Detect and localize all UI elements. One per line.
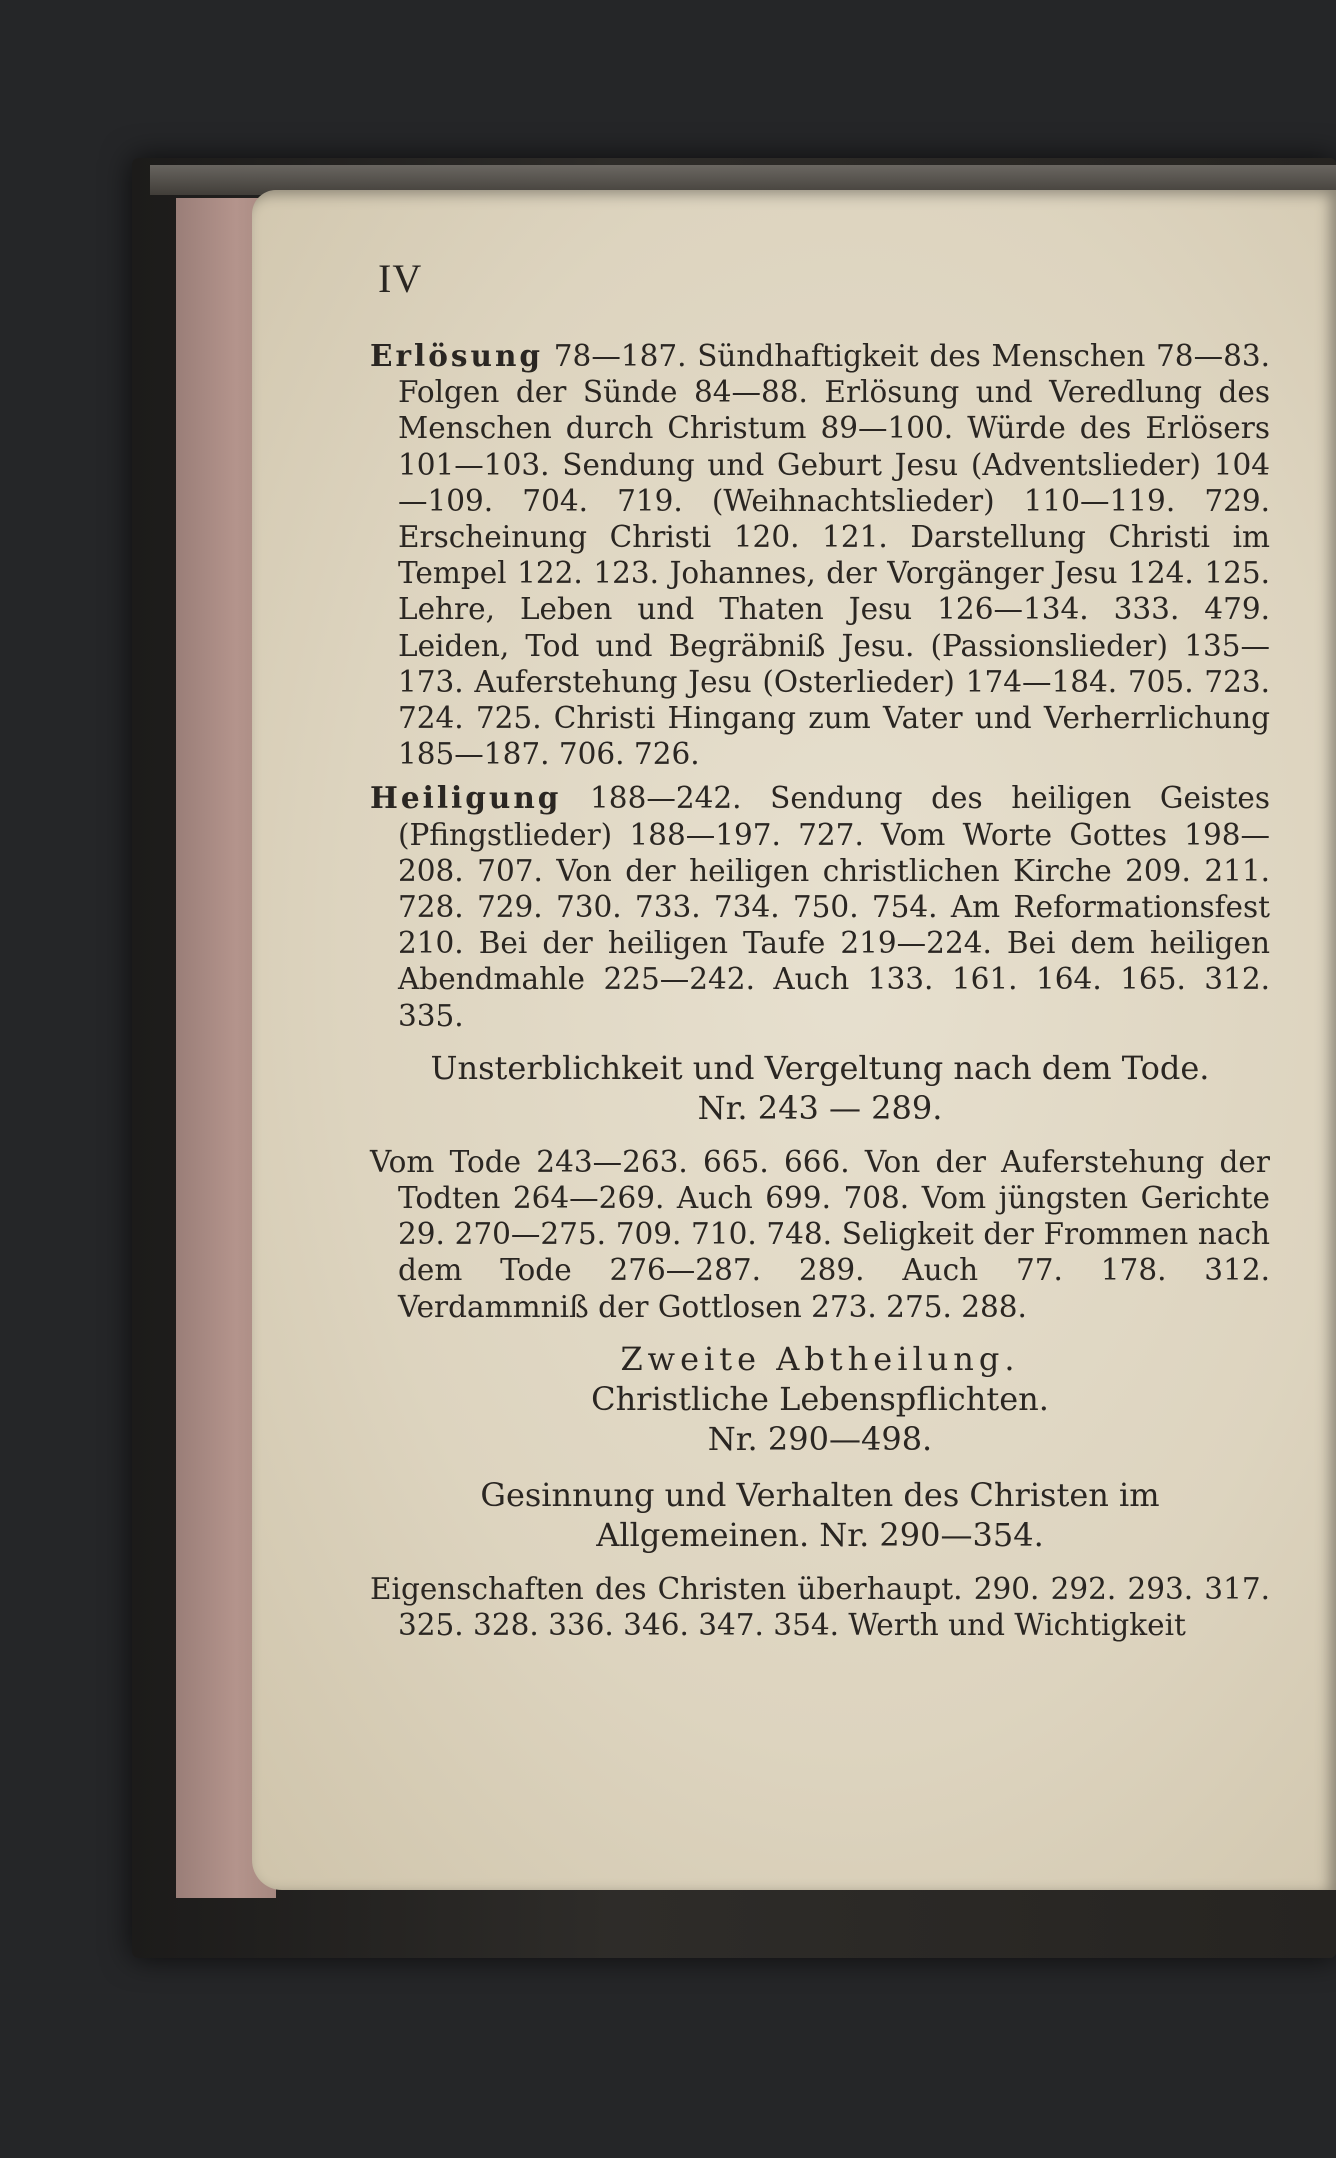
heading-zweite-title: Zweite Abtheilung. bbox=[620, 1339, 1020, 1378]
heading-gesinnung-title: Gesinnung und Verhalten des Christen im Allgemeinen. Nr. 290—354. bbox=[480, 1475, 1160, 1554]
heading-gesinnung bbox=[370, 1475, 1270, 1555]
page-number: IV bbox=[378, 256, 423, 301]
heading-zweite-range: Nr. 290—498. bbox=[707, 1419, 933, 1458]
section-text-heiligung: 188—242. Sendung des heiligen Geistes (Pfingstlieder) 188—197. 727. Vom Worte Gottes 198—208. 707. Von der heiligen christlichen Kirche 209. 211. 728. 729. 730. 733. 734. 750. 754. Am Reformationsfest 210. Bei der heiligen Taufe 219—224. Bei dem heiligen Abendmahle 225—242. Auch 133. 161. 164. 165. 312. 335. bbox=[398, 781, 1270, 1033]
section-text-erloesung: 78—187. Sündhaftigkeit des Menschen 78—83. Folgen der Sünde 84—88. Erlösung und Veredlung des Menschen durch Christum 89—100. Würde des Erlösers 101—103. Sendung und Geburt Jesu (Adventslieder) 104—109. 704. 719. (Weihnachtslieder) 110—119. 729. Erscheinung Christi 120. 121. Darstellung Christi im Tempel 122. 123. Johannes, der Vorgänger Jesu 124. 125. Lehre, Leben und Thaten Jesu 126—134. 333. 479. Leiden, Tod und Begräbniß Jesu. (Passionslieder) 135—173. Auferstehung Jesu (Osterlieder) 174—184. 705. 723. 724. 725. Christi Hingang zum Vater und Verherrlichung 185—187. 706. 726. bbox=[398, 339, 1270, 772]
paragraph-tod bbox=[370, 1144, 1270, 1325]
paragraph-heiligung bbox=[370, 780, 1270, 1033]
section-head-erloesung: Erlösung bbox=[370, 338, 544, 373]
section-text-tod: Vom Tode 243—263. 665. 666. Von der Auferstehung der Todten 264—269. Auch 699. 708. Vom jüngsten Gerichte 29. 270—275. 709. 710. 748. Seligkeit der Frommen nach dem Tode 276—287. 289. Auch 77. 178. 312. Verdammniß der Gottlosen 273. 275. 288. bbox=[370, 1144, 1270, 1324]
section-text-eigenschaften: Eigenschaften des Christen überhaupt. 290. 292. 293. 317. 325. 328. 336. 346. 347. 354. Werth und Wichtigkeit bbox=[370, 1571, 1270, 1643]
heading-zweite-subtitle: Christliche Lebenspflichten. bbox=[591, 1379, 1049, 1418]
heading-zweite-abtheilung bbox=[370, 1339, 1270, 1459]
heading-unsterblichkeit bbox=[370, 1048, 1270, 1128]
heading-unsterblichkeit-range: Nr. 243 — 289. bbox=[697, 1088, 943, 1127]
heading-unsterblichkeit-title: Unsterblichkeit und Vergeltung nach dem Tode. bbox=[430, 1048, 1210, 1087]
paragraph-eigenschaften bbox=[370, 1571, 1270, 1643]
page-text-block bbox=[370, 255, 1270, 1651]
paragraph-erloesung bbox=[370, 338, 1270, 772]
section-head-heiligung: Heiligung bbox=[370, 780, 562, 816]
